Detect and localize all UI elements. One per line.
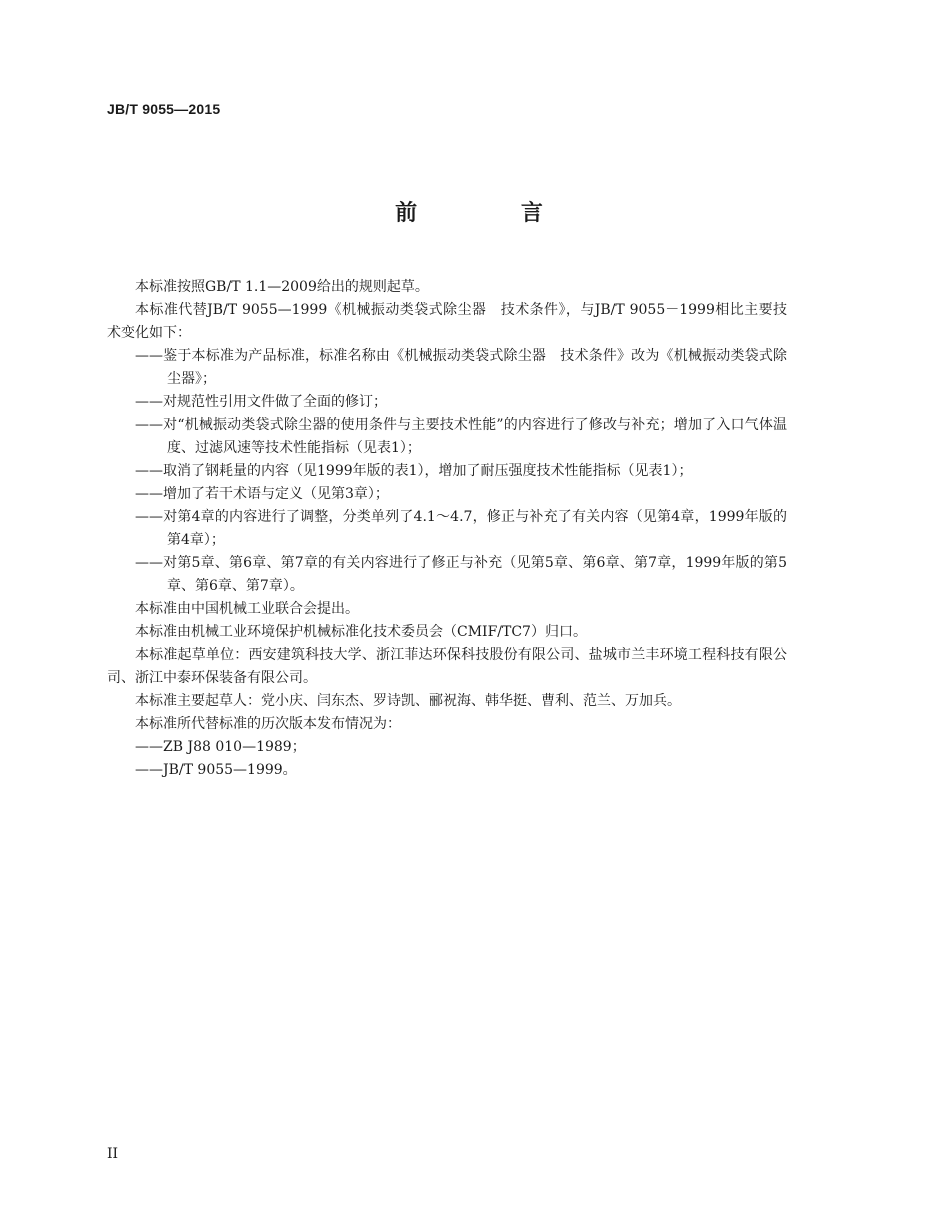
change-item-title: ——鉴于本标准为产品标准，标准名称由《机械振动类袋式除尘器 技术条件》改为《机械振动类袋式除尘器》； — [135, 348, 787, 387]
paragraph-drafting-units: 本标准起草单位：西安建筑科技大学、浙江菲达环保科技股份有限公司、盐城市兰丰环境工程科技有限公司、浙江中泰环保装备有限公司。 — [107, 647, 787, 686]
change-item-terms: ——增加了若干术语与定义（见第3章）； — [135, 486, 389, 502]
page-number: II — [107, 1146, 119, 1162]
foreword-body — [107, 276, 787, 782]
change-item-chapters567: ——对第5章、第6章、第7章的有关内容进行了修正与补充（见第5章、第6章、第7章，1999年版的第5章、第6章、第7章）。 — [135, 555, 787, 594]
paragraph-replacement: 本标准代替JB/T 9055—1999《机械振动类袋式除尘器 技术条件》，与JB/T 9055－1999相比主要技术变化如下： — [107, 302, 787, 341]
history-item: ——JB/T 9055—1999。 — [135, 762, 297, 778]
paragraph-committee: 本标准由机械工业环境保护机械标准化技术委员会（CMIF/TC7）归口。 — [135, 624, 587, 640]
change-item-conditions: ——对“机械振动类袋式除尘器的使用条件与主要技术性能”的内容进行了修改与补充；增加了入口气体温度、过滤风速等技术性能指标（见表1）； — [135, 417, 787, 456]
paragraph-drafters: 本标准主要起草人：党小庆、闫东杰、罗诗凯、郦祝海、韩华挺、曹利、范兰、万加兵。 — [135, 693, 681, 709]
change-item-steel: ——取消了钢耗量的内容（见1999年版的表1），增加了耐压强度技术性能指标（见表1）； — [135, 463, 693, 479]
paragraph-drafting-rules: 本标准按照GB/T 1.1—2009给出的规则起草。 — [135, 279, 429, 295]
paragraph-history-intro: 本标准所代替标准的历次版本发布情况为： — [135, 716, 401, 732]
change-item-references: ——对规范性引用文件做了全面的修订； — [135, 394, 387, 410]
history-item: ——ZB J88 010—1989； — [135, 739, 306, 755]
foreword-title: 前 言 — [395, 201, 591, 226]
paragraph-proposer: 本标准由中国机械工业联合会提出。 — [135, 601, 359, 617]
change-item-chapter4: ——对第4章的内容进行了调整，分类单列了4.1～4.7，修正与补充了有关内容（见第4章，1999年版的第4章）； — [135, 509, 787, 548]
document-code: JB/T 9055—2015 — [107, 101, 221, 117]
